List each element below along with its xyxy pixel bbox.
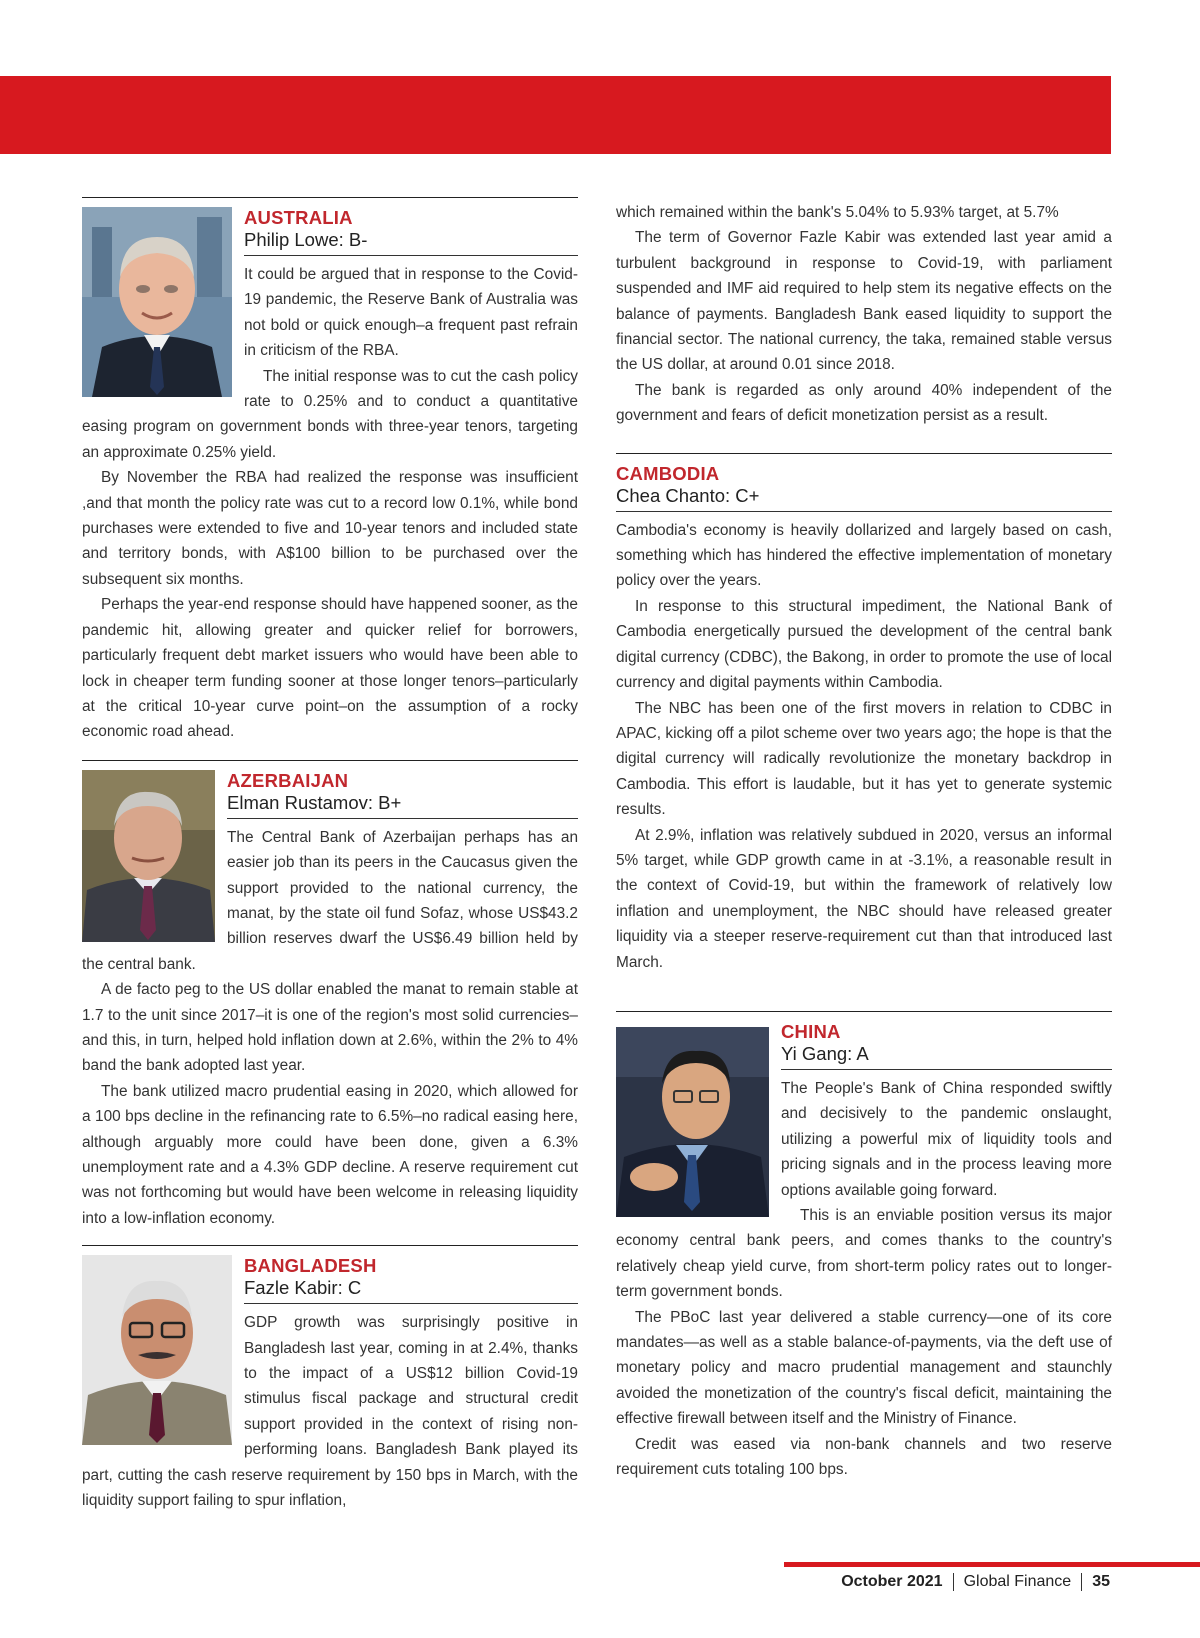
footer-divider bbox=[1081, 1573, 1082, 1591]
australia-heading bbox=[244, 207, 578, 264]
right-column bbox=[616, 200, 1112, 1482]
left-column bbox=[82, 197, 578, 1513]
section-china bbox=[616, 1011, 1112, 1483]
section-azerbaijan bbox=[82, 760, 578, 1232]
china-heading bbox=[781, 1021, 1112, 1078]
paragraph: Perhaps the year-end response should have happened sooner, as the pandemic hit, allowing greater and quicker relief for borrowers, particularly frequent debt market issuers who would have been able to lock in cheaper term funding sooner at those longer tenors–particularly at the critical 10-year curve point–on the assumption of a rocky economic road ahead. bbox=[82, 596, 578, 741]
banker-grade: Philip Lowe: B- bbox=[244, 229, 578, 256]
paragraph: The bank is regarded as only around 40% independent of the government and fears of deficit monetization persist as a result. bbox=[616, 381, 1112, 425]
portrait-fazle-kabir bbox=[82, 1255, 232, 1445]
paragraph: The Central Bank of Azerbaijan perhaps has an easier job than its peers in the Caucasus given the support provided to the national currency, the manat, by the state oil fund Sofaz, whose US$43.2 billion reserves dwarf the US$6.49 billion held by the central bank. bbox=[82, 828, 578, 973]
paragraph: which remained within the bank's 5.04% to 5.93% target, at 5.7% bbox=[616, 204, 1059, 221]
section-australia bbox=[82, 197, 578, 745]
issue-date: October 2021 bbox=[841, 1573, 943, 1590]
paragraph: GDP growth was surprisingly positive in Bangladesh last year, coming in at 2.4%, thanks to the impact of a US$12 billion Covid-19 stimulus fiscal package and structural credit support provided in the context of rising non-performing loans. Bangladesh Bank played its part, cutting the cash reserve requirement by 150 bps in March, with the liquidity support failing to spur inflation, bbox=[82, 1314, 578, 1510]
portrait-elman-rustamov bbox=[82, 770, 215, 942]
paragraph: The People's Bank of China responded swiftly and decisively to the pandemic onslaught, utilizing a powerful mix of liquidity tools and pricing signals and in the process leaving more options available going forward. bbox=[781, 1079, 1112, 1199]
paragraph: The PBoC last year delivered a stable currency—one of its core mandates—as well as a stable balance-of-payments, via the deft use of monetary policy and macro prudential management and staunchly avoided the monetization of the country's fiscal deficit, maintaining the effective firewall between itself and the Ministry of Finance. bbox=[616, 1308, 1112, 1428]
country-title: AUSTRALIA bbox=[244, 207, 353, 228]
publication-name: Global Finance bbox=[963, 1573, 1072, 1590]
country-title: AZERBAIJAN bbox=[227, 769, 349, 791]
paragraph: At 2.9%, inflation was relatively subdued in 2020, versus an informal 5% target, while GDP growth came in at -3.1%, a reasonable result in the context of Covid-19, but within the framework of relatively low inflation and unemployment, the NBC should have released greater liquidity via a steeper reserve-requirement cut than that introduced last March. bbox=[616, 826, 1112, 971]
country-title: BANGLADESH bbox=[244, 1255, 377, 1277]
paragraph: By November the RBA had realized the response was insufficient ,and that month the policy rate was cut to a record low 0.1%, while bond purchases were extended to five and 10-year tenors and included state and territory bonds, with A$100 billion to be purchased over the subsequent six months. bbox=[82, 469, 578, 588]
section-bangladesh bbox=[82, 1245, 578, 1513]
page-number: 35 bbox=[1092, 1573, 1110, 1590]
country-title: CAMBODIA bbox=[616, 462, 720, 484]
paragraph: It could be argued that in response to the Covid-19 pandemic, the Reserve Bank of Australia was not bold or quick enough–a frequent past refrain in criticism of the RBA. bbox=[244, 266, 578, 360]
paragraph: Credit was eased via non-bank channels and two reserve requirement cuts totaling 100 bps. bbox=[616, 1435, 1112, 1479]
paragraph: The term of Governor Fazle Kabir was extended last year amid a turbulent background in response to Covid-19, with parliament suspended and IMF aid required to help stem its negative effects on the balance of payments. Bangladesh Bank eased liquidity to support the financial sector. The national currency, the taka, remained stable versus the US dollar, at around 0.01 since 2018. bbox=[616, 229, 1112, 374]
banker-grade: Chea Chanto: C+ bbox=[616, 485, 1112, 512]
bangladesh-heading bbox=[244, 1255, 578, 1312]
section-cambodia bbox=[616, 453, 1112, 975]
banker-grade: Elman Rustamov: B+ bbox=[227, 792, 578, 819]
paragraph: Cambodia's economy is heavily dollarized and largely based on cash, something which has hindered the effective implementation of monetary policy over the years. bbox=[616, 521, 1112, 590]
paragraph: The bank utilized macro prudential easing in 2020, which allowed for a 100 bps decline in the refinancing rate to 6.5%–no radical easing here, although arguably more could have been done, given a 6.3% unemployment rate and a 4.3% GDP decline. A reserve requirement cut was not forthcoming but would have been welcome in releasing liquidity into a low-inflation economy. bbox=[82, 1082, 578, 1227]
paragraph: This is an enviable position versus its major economy central bank peers, and comes thanks to the country's relatively cheap yield curve, from short-term policy rates out to longer-term government bonds. bbox=[616, 1207, 1112, 1301]
paragraph: In response to this structural impediment, the National Bank of Cambodia energetically pursued the development of the central bank digital currency (CDBC), the Bakong, in order to promote the use of local currency and digital payments within Cambodia. bbox=[616, 597, 1112, 692]
bangladesh-continued bbox=[616, 200, 1112, 429]
paragraph: The NBC has been one of the first movers in relation to CDBC in APAC, kicking off a pilot scheme over two years ago; the hope is that the digital currency will radically revolutionize the monetary backdrop in Cambodia. This effort is laudable, but it has yet to generate systemic results. bbox=[616, 699, 1112, 819]
footer-divider bbox=[953, 1573, 954, 1591]
cambodia-heading bbox=[616, 463, 1112, 520]
banker-grade: Fazle Kabir: C bbox=[244, 1277, 578, 1304]
footer-rule bbox=[784, 1562, 1200, 1567]
paragraph: A de facto peg to the US dollar enabled the manat to remain stable at 1.7 to the unit since 2017–it is one of the region's most solid currencies–and this, in turn, helped hold inflation down at 2.6%, within the 2% to 4% band the bank adopted last year. bbox=[82, 981, 578, 1075]
country-title: CHINA bbox=[781, 1020, 841, 1042]
azerbaijan-heading bbox=[227, 770, 578, 827]
portrait-yi-gang bbox=[616, 1027, 769, 1217]
header-banner bbox=[0, 76, 1111, 154]
page-footer bbox=[841, 1568, 1110, 1596]
paragraph: The initial response was to cut the cash policy rate to 0.25% and to conduct a quantitative easing program on government bonds with three-year tenors, targeting an approximate 0.25% yield. bbox=[82, 367, 578, 461]
banker-grade: Yi Gang: A bbox=[781, 1043, 1112, 1070]
portrait-philip-lowe bbox=[82, 207, 232, 397]
